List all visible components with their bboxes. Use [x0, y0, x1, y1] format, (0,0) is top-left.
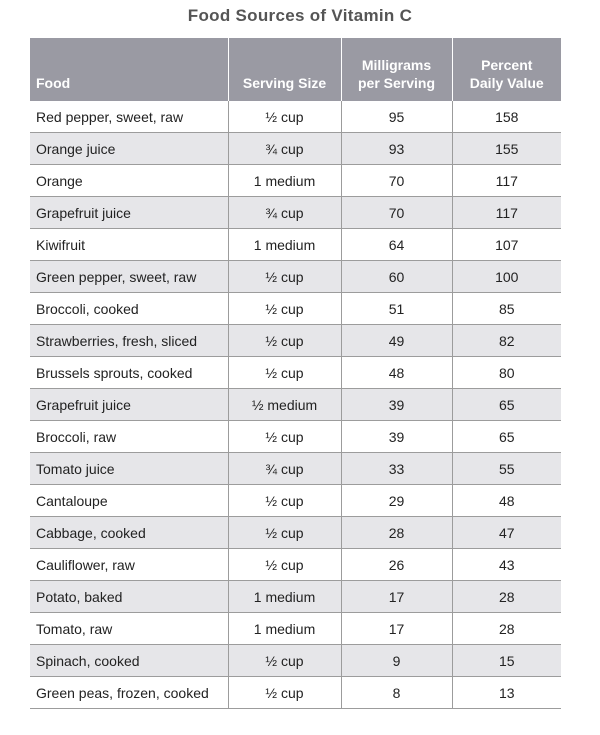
food-cell: Tomato, raw — [30, 613, 228, 645]
milligrams-cell: 48 — [341, 357, 452, 389]
table-row — [30, 549, 561, 581]
table-row — [30, 645, 561, 677]
percent-daily-value-cell: 117 — [452, 197, 561, 229]
milligrams-cell: 93 — [341, 133, 452, 165]
percent-daily-value-cell: 65 — [452, 421, 561, 453]
percent-daily-value-cell: 28 — [452, 581, 561, 613]
table-row — [30, 421, 561, 453]
serving-size-cell: ½ cup — [228, 517, 341, 549]
percent-daily-value-cell: 155 — [452, 133, 561, 165]
percent-daily-value-cell: 82 — [452, 325, 561, 357]
milligrams-cell: 70 — [341, 197, 452, 229]
column-header-food: Food — [30, 38, 228, 101]
serving-size-cell: ½ cup — [228, 325, 341, 357]
milligrams-cell: 51 — [341, 293, 452, 325]
column-header-percent-daily-value — [452, 38, 561, 101]
table-row — [30, 517, 561, 549]
food-cell: Green peas, frozen, cooked — [30, 677, 228, 709]
food-cell: Spinach, cooked — [30, 645, 228, 677]
percent-daily-value-cell: 13 — [452, 677, 561, 709]
header-row — [30, 38, 561, 101]
table-row — [30, 485, 561, 517]
table-row — [30, 165, 561, 197]
percent-daily-value-cell: 55 — [452, 453, 561, 485]
table-row — [30, 613, 561, 645]
column-header-milligrams-line2: per Serving — [357, 75, 436, 91]
serving-size-cell: 1 medium — [228, 165, 341, 197]
serving-size-cell: ½ medium — [228, 389, 341, 421]
percent-daily-value-cell: 48 — [452, 485, 561, 517]
percent-daily-value-cell: 43 — [452, 549, 561, 581]
milligrams-cell: 39 — [341, 421, 452, 453]
food-cell: Kiwifruit — [30, 229, 228, 261]
food-cell: Orange juice — [30, 133, 228, 165]
percent-daily-value-cell: 65 — [452, 389, 561, 421]
food-cell: Red pepper, sweet, raw — [30, 101, 228, 133]
milligrams-cell: 60 — [341, 261, 452, 293]
table-row — [30, 133, 561, 165]
percent-daily-value-cell: 15 — [452, 645, 561, 677]
milligrams-cell: 39 — [341, 389, 452, 421]
table-row — [30, 453, 561, 485]
milligrams-cell: 26 — [341, 549, 452, 581]
food-cell: Brussels sprouts, cooked — [30, 357, 228, 389]
table-row — [30, 101, 561, 133]
percent-daily-value-cell: 28 — [452, 613, 561, 645]
serving-size-cell: ½ cup — [228, 101, 341, 133]
food-cell: Green pepper, sweet, raw — [30, 261, 228, 293]
food-cell: Grapefruit juice — [30, 197, 228, 229]
milligrams-cell: 9 — [341, 645, 452, 677]
food-cell: Strawberries, fresh, sliced — [30, 325, 228, 357]
serving-size-cell: ½ cup — [228, 549, 341, 581]
milligrams-cell: 8 — [341, 677, 452, 709]
table-row — [30, 229, 561, 261]
milligrams-cell: 29 — [341, 485, 452, 517]
serving-size-cell: ½ cup — [228, 293, 341, 325]
serving-size-cell: ¾ cup — [228, 133, 341, 165]
table-row — [30, 261, 561, 293]
table-row — [30, 389, 561, 421]
page-title: Food Sources of Vitamin C — [187, 6, 413, 25]
milligrams-cell: 17 — [341, 581, 452, 613]
percent-daily-value-cell: 117 — [452, 165, 561, 197]
milligrams-cell: 95 — [341, 101, 452, 133]
serving-size-cell: ½ cup — [228, 421, 341, 453]
serving-size-cell: ¾ cup — [228, 453, 341, 485]
percent-daily-value-cell: 158 — [452, 101, 561, 133]
percent-daily-value-cell: 47 — [452, 517, 561, 549]
table-header — [30, 38, 561, 101]
food-cell: Tomato juice — [30, 453, 228, 485]
milligrams-cell: 64 — [341, 229, 452, 261]
table-body — [30, 101, 561, 709]
food-cell: Broccoli, cooked — [30, 293, 228, 325]
serving-size-cell: 1 medium — [228, 229, 341, 261]
milligrams-cell: 49 — [341, 325, 452, 357]
food-cell: Broccoli, raw — [30, 421, 228, 453]
vitamin-c-table — [30, 38, 561, 709]
percent-daily-value-cell: 100 — [452, 261, 561, 293]
serving-size-cell: 1 medium — [228, 613, 341, 645]
table-row — [30, 197, 561, 229]
column-header-serving-size: Serving Size — [228, 38, 341, 101]
milligrams-cell: 17 — [341, 613, 452, 645]
serving-size-cell: ½ cup — [228, 261, 341, 293]
milligrams-cell: 33 — [341, 453, 452, 485]
percent-daily-value-cell: 80 — [452, 357, 561, 389]
table-row — [30, 293, 561, 325]
column-header-milligrams — [341, 38, 452, 101]
food-cell: Cauliflower, raw — [30, 549, 228, 581]
food-cell: Orange — [30, 165, 228, 197]
milligrams-cell: 28 — [341, 517, 452, 549]
milligrams-cell: 70 — [341, 165, 452, 197]
table-row — [30, 357, 561, 389]
percent-daily-value-cell: 107 — [452, 229, 561, 261]
percent-daily-value-cell: 85 — [452, 293, 561, 325]
serving-size-cell: ½ cup — [228, 645, 341, 677]
serving-size-cell: ½ cup — [228, 485, 341, 517]
food-cell: Cantaloupe — [30, 485, 228, 517]
table-row — [30, 677, 561, 709]
column-header-percent-line1: Percent — [481, 57, 533, 73]
column-header-milligrams-line1: Milligrams — [361, 57, 432, 73]
column-header-percent-line2: Daily Value — [469, 75, 544, 91]
food-cell: Cabbage, cooked — [30, 517, 228, 549]
serving-size-cell: 1 medium — [228, 581, 341, 613]
table-row — [30, 581, 561, 613]
food-cell: Potato, baked — [30, 581, 228, 613]
serving-size-cell: ½ cup — [228, 677, 341, 709]
serving-size-cell: ¾ cup — [228, 197, 341, 229]
serving-size-cell: ½ cup — [228, 357, 341, 389]
food-cell: Grapefruit juice — [30, 389, 228, 421]
table-row — [30, 325, 561, 357]
